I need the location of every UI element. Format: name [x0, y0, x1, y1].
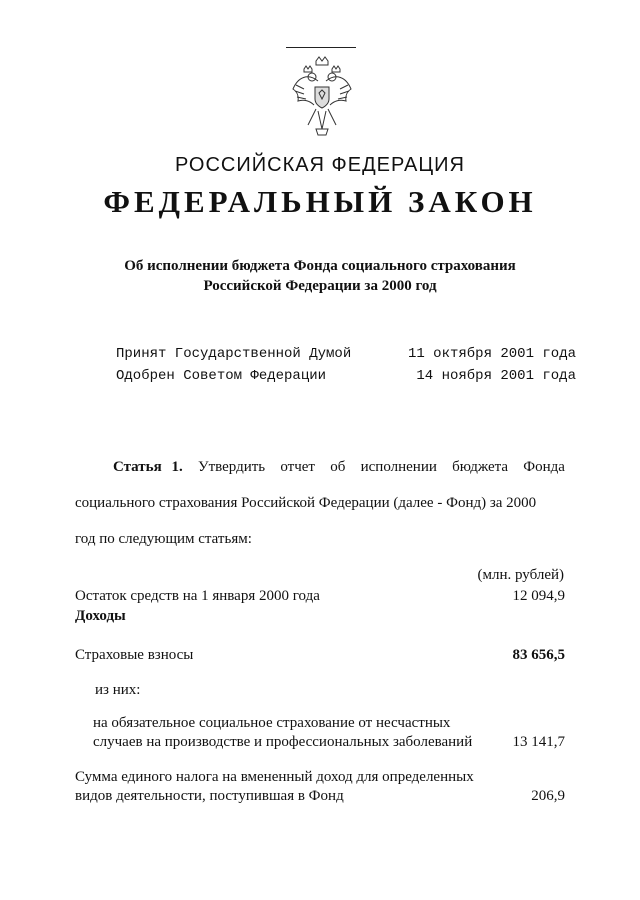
- law-title: [0, 256, 640, 296]
- emblem-top-rule: [286, 47, 356, 48]
- item-value: 13 141,7: [512, 734, 565, 750]
- item-row-opening-balance: [75, 587, 565, 606]
- article-1: [75, 449, 565, 557]
- item-row-of-which: [75, 681, 565, 700]
- item-row-accident-insurance: [75, 714, 565, 752]
- adoption-row-council: [116, 368, 576, 390]
- article-word: об: [330, 459, 346, 475]
- item-label: на обязательное социальное страхование от несчастных случаев на производстве и профессиональных заболеваний: [93, 715, 473, 750]
- item-label: Сумма единого налога на вмененный доход для определенных видов деятельности, поступившая в Фонд: [75, 769, 474, 804]
- article-line-2: социального страхования Российской Федерации (далее - Фонд) за 2000: [75, 495, 537, 511]
- article-number: 1.: [171, 459, 183, 475]
- article-word: бюджета: [452, 459, 509, 475]
- item-value: 12 094,9: [512, 588, 565, 604]
- item-label: Остаток средств на 1 января 2000 года: [75, 588, 320, 604]
- article-label: Статья: [113, 459, 162, 475]
- section-heading-revenues: Доходы: [75, 608, 126, 624]
- article-heading: [75, 449, 183, 485]
- state-name: РОССИЙСКАЯ ФЕДЕРАЦИЯ: [175, 154, 465, 176]
- item-value: 206,9: [531, 788, 565, 804]
- adoption-date: 14 ноября 2001 года: [416, 368, 576, 384]
- adoption-row-duma: [116, 346, 576, 368]
- article-word: Утвердить: [197, 459, 266, 475]
- article-word: Фонда: [523, 459, 565, 475]
- coat-of-arms-emblem: [290, 55, 354, 141]
- item-label: Страховые взносы: [75, 647, 194, 663]
- article-word: отчет: [280, 459, 315, 475]
- law-title-line-2: Российской Федерации за 2000 год: [203, 278, 437, 294]
- item-value: 83 656,5: [512, 647, 565, 663]
- document-type-heading: ФЕДЕРАЛЬНЫЙ ЗАКОН: [103, 184, 537, 219]
- adoption-label: Принят Государственной Думой: [116, 346, 352, 362]
- units-label: (млн. рублей): [477, 567, 564, 583]
- adoption-block: [116, 346, 576, 390]
- item-row-revenues: [75, 607, 565, 626]
- article-word: исполнении: [360, 459, 437, 475]
- article-line-3: год по следующим статьям:: [75, 531, 252, 547]
- item-row-imputed-income-tax: [75, 768, 565, 806]
- adoption-label: Одобрен Советом Федерации: [116, 368, 327, 384]
- adoption-date: 11 октября 2001 года: [407, 346, 576, 362]
- law-title-line-1: Об исполнении бюджета Фонда социального страхования: [124, 258, 516, 274]
- article-line-1: [75, 449, 565, 485]
- item-row-insurance-contributions: [75, 646, 565, 665]
- item-label: из них:: [95, 682, 141, 698]
